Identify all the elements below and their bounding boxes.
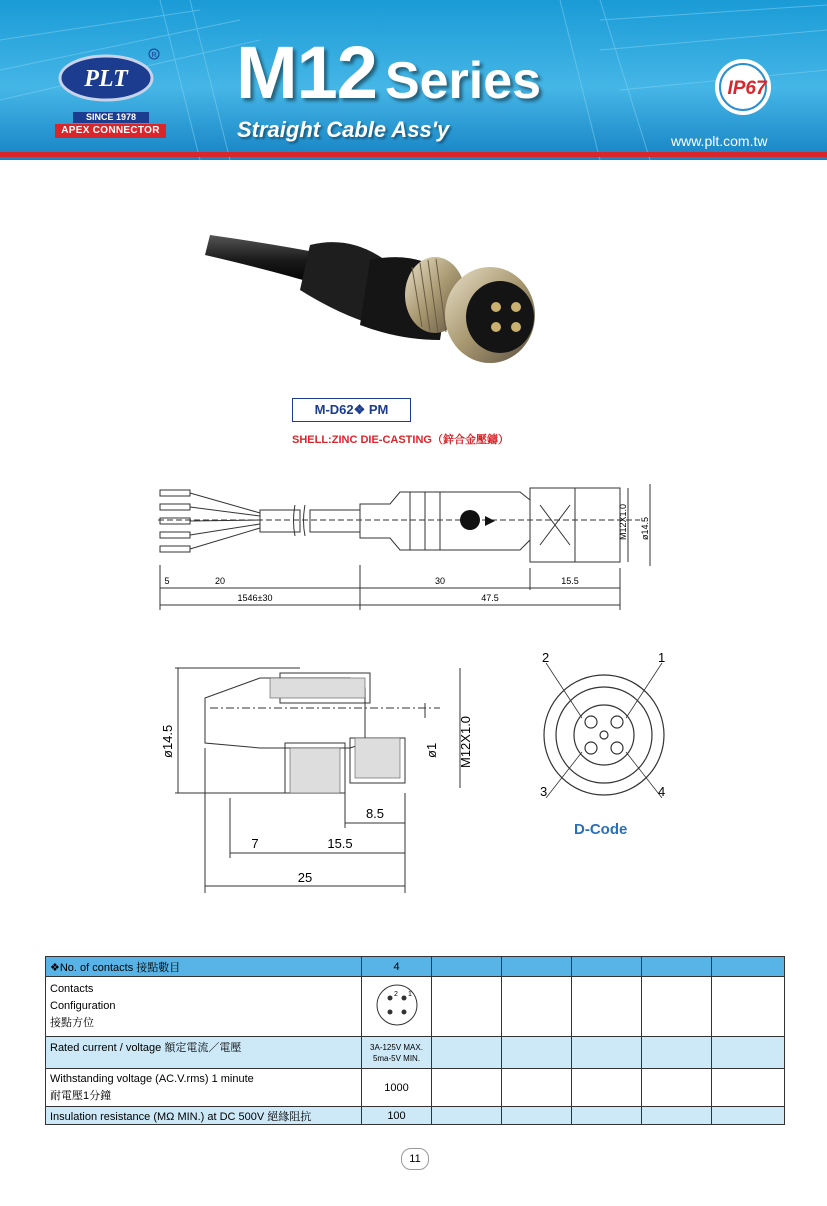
page-subtitle: Straight Cable Ass'y [237,117,450,142]
dim-thread: M12X1.0 [618,503,628,540]
dim-5: 5 [164,576,170,586]
section-drawing [150,648,490,898]
dim-20: 20 [214,576,226,586]
table-row [46,1037,785,1069]
config-pin-1: 1 [407,991,412,998]
pin-label-2: 2 [542,650,550,665]
pin-label-4: 4 [658,784,666,798]
config-label-1: Contacts [50,983,94,995]
dim-7: 7 [251,836,259,851]
pin-face-drawing [524,648,684,798]
rated-label: Rated current / voltage 額定電流／電壓 [46,1037,362,1069]
insulation-label: Insulation resistance (MΩ MIN.) at DC 500V 絕緣阻抗 [46,1107,362,1125]
dim-25: 25 [297,870,313,885]
dim-pin: ø1 [424,742,439,758]
company-name: APEX CONNECTOR [55,124,166,138]
withstand-value: 1000 [362,1069,432,1107]
dim-8-5: 8.5 [365,806,385,821]
pin-label-1: 1 [658,650,666,665]
dim-dia: ø14.5 [160,724,175,758]
contacts-count-value: 4 [362,957,432,977]
dim-cable: 1546±30 [237,593,273,603]
table-row [46,1069,785,1107]
config-diagram [374,982,420,1028]
rated-value-min: 5ma-5V MIN. [372,1053,421,1063]
svg-text:R: R [151,52,157,59]
product-photo [200,215,560,375]
dim-30: 30 [434,576,446,586]
svg-text:PLT: PLT [84,66,128,92]
svg-text:IP67: IP67 [727,78,767,99]
pin-label-3: 3 [540,784,548,798]
dim-15-5: 15.5 [327,836,353,851]
dim-dia: ø14.5 [640,516,650,540]
dim-thread: M12X1.0 [458,715,473,768]
table-row [46,1107,785,1125]
config-label-2: Configuration [50,1000,116,1012]
config-pin-2: 2 [393,991,398,998]
rated-value-max: 3A-125V MAX. [370,1042,423,1052]
contacts-count-label: ❖No. of contacts 接點數目 [46,957,362,977]
table-row [46,957,785,977]
withstand-label-1: Withstanding voltage (AC.V.rms) 1 minute [50,1072,254,1085]
since-label: SINCE 1978 [73,112,149,123]
dim-47-5: 47.5 [481,593,499,603]
plt-logo [56,48,160,104]
title-series: Series [384,52,542,110]
withstand-label-2: 耐電壓1分鐘 [50,1089,112,1102]
dim-15-5: 15.5 [561,576,579,586]
shell-material: SHELL:ZINC DIE-CASTING（鋅合金壓鑄） [292,434,509,446]
header-red-stripe [0,152,827,157]
title-main: M12 [236,31,377,114]
page-header [0,0,827,160]
part-number: M-D62❖ PM [292,398,411,422]
config-label-3: 接點方位 [50,1017,94,1029]
ip67-badge [701,57,785,141]
website-url[interactable]: www.plt.com.tw [671,133,768,149]
page-title [236,30,541,115]
page-number: 11 [401,1148,429,1170]
insulation-value: 100 [362,1107,432,1125]
code-label: D-Code [574,821,628,838]
side-view-drawing [150,480,670,620]
table-row [46,977,785,1037]
spec-table [45,956,785,1125]
